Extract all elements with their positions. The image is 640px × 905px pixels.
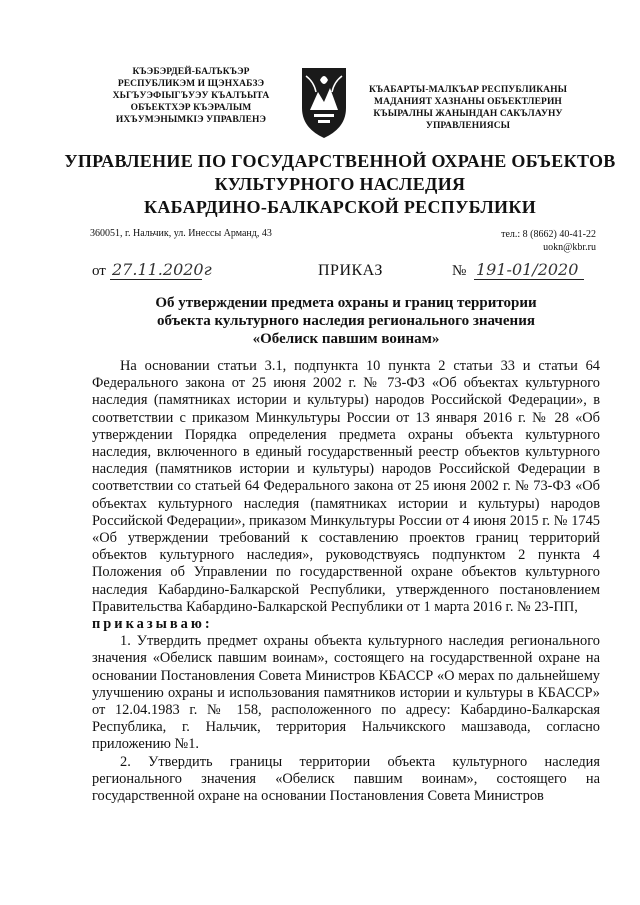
contacts-block <box>470 228 596 254</box>
number-label: № <box>452 263 467 279</box>
email-address: uokn@kbr.ru <box>543 242 596 253</box>
title-line: УПРАВЛЕНИЕ ПО ГОСУДАРСТВЕННОЙ ОХРАНЕ ОБЪЕКТОВ <box>64 151 616 171</box>
date-underline <box>110 279 202 280</box>
header-right-line: МАДАНИЯТ ХАЗНАНЫ ОБЪЕКТЛЕРИН <box>374 97 562 107</box>
header-right-block <box>358 84 578 132</box>
order-item-2: 2. Утвердить границы территории объекта культурного наследия регионального значения «Обелиск павшим воинам», состоящего на государственной охране на основании Постановления Совета Министров <box>92 753 600 805</box>
header-right-line: УПРАВЛЕНИЯСЫ <box>425 121 511 131</box>
header-left-line: РЕСПУБЛИКЭМ И ЩЭНХАБЗЭ <box>117 79 265 89</box>
order-item-1: 1. Утвердить предмет охраны объекта культурного наследия регионального значения «Обелиск павшим воинам», состоящего на государственной охране на основании Постановления Совета Министров КБАССР «О мерах по дальнейшему улучшению охраны и использования памятников истории и культуры в КБАССР» от 12.04.1983 г. № 158, расположенного по адресу: Кабардино-Балкарская Республика, г. Нальчик, территория Нальчикского машзавода, согласно приложению №1. <box>92 633 600 753</box>
order-date: 27.11.2020г <box>112 260 212 279</box>
coat-of-arms-icon <box>296 62 352 142</box>
header-left-block <box>86 66 296 126</box>
header-left-line: ОБЪЕКТХЭР КЪЭРАЛЫМ <box>130 103 252 113</box>
subject-line: объекта культурного наследия регионального значения <box>157 313 535 329</box>
order-directive: приказываю <box>92 616 205 633</box>
header-right-line: КЪАБАРТЫ-МАЛКЪАР РЕСПУБЛИКАНЫ <box>368 85 568 95</box>
order-header-row <box>92 260 602 282</box>
document-type: ПРИКАЗ <box>318 262 383 279</box>
postal-address: 360051, г. Нальчик, ул. Инессы Арманд, 43 <box>90 228 272 239</box>
header-left-line: ИХЪУМЭНЫМКIЭ УПРАВЛЕНЭ <box>115 115 267 125</box>
order-subject <box>96 294 596 348</box>
number-underline <box>474 279 584 280</box>
organization-title <box>60 150 620 219</box>
title-line: КАБАРДИНО-БАЛКАРСКОЙ РЕСПУБЛИКИ <box>143 197 537 217</box>
order-directive-line: приказываю: <box>92 616 210 633</box>
phone-number: тел.: 8 (8662) 40-41-22 <box>501 229 596 240</box>
date-label: от <box>92 263 106 279</box>
order-number: 191-01/2020 <box>476 260 579 279</box>
header-left-line: ХЬГЪУЭФIЫГЪУЭУ КЪАЛЪЫТА <box>112 91 270 101</box>
header-left-line: КЪЭБЭРДЕЙ-БАЛЪКЪЭР <box>132 67 250 77</box>
subject-line: «Обелиск павшим воинам» <box>252 331 440 347</box>
preamble-paragraph: На основании статьи 3.1, подпункта 10 пункта 2 статьи 33 и статьи 64 Федерального закона от 25 июня 2002 г. № 73-ФЗ «Об объектах культурного наследия (памятниках истории и культуры) народов Российской Федерации», в соответствии с приказом Минкультуры России от 13 января 2016 г. № 28 «Об утверждении Порядка определения предмета охраны объекта культурного наследия, включенного в единый государственный реестр объектов культурного наследия (памятников истории и культуры) народов Российской Федерации в соответствии со статьей 64 Федерального закона от 25 июня 2002 г. № 73-ФЗ «Об объектах культурного наследия (памятниках истории и культуры) народов Российской Федерации», приказом Минкультуры России от 4 июня 2015 г. № 1745 «Об утверждении требований к составлению проектов границ территорий объектов культурного наследия», руководствуясь подпунктом 2 пункта 4 Положения об Управлении по государственной охране объектов культурного наследия Кабардино-Балкарской Республики, утвержденного постановлением Правительства Кабардино-Балкарской Республики от 1 марта 2016 г. № 23-ПП, <box>92 358 600 615</box>
order-body <box>92 358 600 805</box>
title-line: КУЛЬТУРНОГО НАСЛЕДИЯ <box>214 174 466 194</box>
header-right-line: КЪЫРАЛНЫ ЖАНЫНДАН САКЪЛАУНУ <box>373 109 563 119</box>
subject-line: Об утверждении предмета охраны и границ территории <box>155 295 537 311</box>
